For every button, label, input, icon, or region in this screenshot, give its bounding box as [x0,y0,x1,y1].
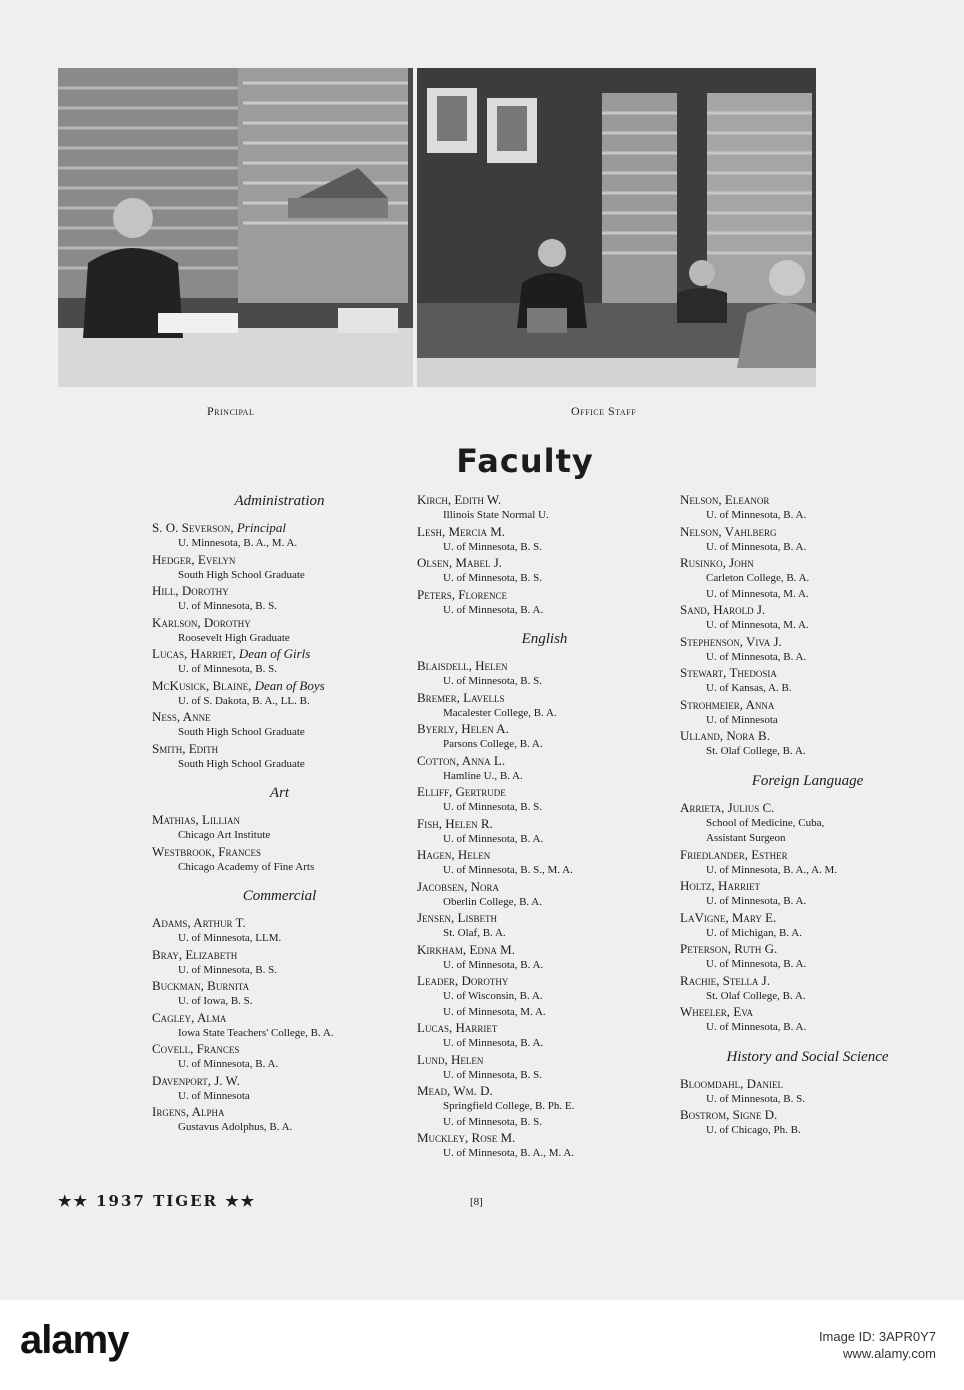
faculty-credential: Hamline U., B. A. [443,769,523,782]
faculty-column-1 [152,492,407,1136]
faculty-entry [417,1130,672,1162]
faculty-entry [680,555,935,602]
faculty-name [680,973,935,989]
continued-list [417,492,672,618]
faculty-credential: U. of Minnesota, B. A. [443,958,544,971]
faculty-name-text: Leader, Dorothy [417,973,509,988]
faculty-name-text: Fish, Helen R. [417,815,493,831]
faculty-name [680,1004,935,1020]
yearbook-footer: ★★ 1937 TIGER ★★ [58,1192,257,1210]
faculty-name-text: Olsen, Mabel J. [417,555,503,570]
faculty-credential: U. of Minnesota, B. A. [706,540,807,553]
faculty-entry [152,583,407,615]
faculty-name-text: Kirkham, Edna M. [417,941,515,957]
faculty-role: Dean of Boys [254,677,325,693]
faculty-name [417,753,672,769]
faculty-name [680,697,935,713]
faculty-name-text: Jacobsen, Nora [417,878,499,894]
faculty-credential: Illinois State Normal U. [443,509,549,521]
faculty-name-text: Nelson, Vahlberg [680,523,777,539]
faculty-name [417,847,672,863]
faculty-name-text: Ulland, Nora B. [680,728,770,743]
faculty-name-text: Bray, Elizabeth [152,946,238,962]
faculty-credential: U. of Chicago, Ph. B. [706,1124,801,1136]
office-staff-photo [417,68,816,387]
faculty-entry [152,1010,407,1042]
faculty-credential: U. of Minnesota, B. S. [443,572,542,584]
faculty-name [152,1041,407,1057]
faculty-name [417,879,672,895]
faculty-name-text: Sand, Harold J. [680,602,766,617]
faculty-entry [680,941,935,973]
faculty-name [417,587,672,603]
faculty-credential: U. of Minnesota, M. A. [706,619,809,631]
faculty-entry [680,492,935,524]
faculty-name-text: Karlson, Dorothy [152,614,251,630]
faculty-credential: U. of Kansas, A. B. [706,682,792,694]
faculty-name-text: Stephenson, Viva J. [680,633,782,649]
faculty-name-text: Mead, Wm. D. [417,1083,493,1098]
faculty-entry [680,697,935,729]
faculty-name [152,812,407,828]
faculty-entry [417,721,672,753]
faculty-credential: U. Minnesota, B. A., M. A. [178,537,298,549]
faculty-name-text: Covell, Frances [152,1041,240,1056]
faculty-name [152,947,407,963]
faculty-name [417,1020,672,1036]
faculty-name [417,524,672,540]
faculty-entry [680,1107,935,1139]
faculty-entry [152,844,407,876]
faculty-entry [152,947,407,979]
faculty-name-text: Bostrom, Signe D. [680,1107,778,1122]
faculty-entry [680,910,935,942]
faculty-credential: U. of Minnesota, B. A. [706,895,807,907]
faculty-credential: U. of S. Dakota, B. A., LL. B. [178,694,310,707]
faculty-credential: Chicago Academy of Fine Arts [178,860,315,873]
faculty-entry [417,658,672,690]
faculty-credential: Gustavus Adolphus, B. A. [178,1121,293,1133]
page-number: [8] [470,1196,483,1208]
faculty-name [152,646,407,662]
faculty-name [417,816,672,832]
faculty-name [417,910,672,926]
faculty-name-text: Mathias, Lillian [152,812,240,827]
faculty-credential: U. of Minnesota, B. S. [443,801,542,813]
faculty-credential: U. of Minnesota, B. A. [706,1021,807,1033]
faculty-entry [680,634,935,666]
faculty-name-text: Cotton, Anna L. [417,752,506,768]
faculty-name [680,555,935,571]
faculty-credential: U. of Minnesota [178,1089,250,1102]
faculty-name-text: Blaisdell, Helen [417,658,508,673]
faculty-entry [152,520,407,552]
faculty-name-text: Davenport, J. W. [152,1072,240,1088]
faculty-credential: U. of Iowa, B. S. [178,995,253,1007]
section-heading-foreign-language: Foreign Language [751,772,864,789]
faculty-credential: U. of Wisconsin, B. A. [443,990,543,1002]
faculty-credential: U. of Minnesota, B. A. [706,509,807,521]
faculty-name [417,658,672,674]
section-heading-history: History and Social Science [726,1048,889,1065]
faculty-name-text: Smith, Edith [152,740,219,756]
faculty-name [680,910,935,926]
faculty-column-3 [680,492,935,1139]
faculty-name [680,1076,935,1092]
history-list [680,1076,935,1139]
faculty-entry [417,1083,672,1130]
faculty-name [152,915,407,931]
faculty-name-text: Friedlander, Esther [680,846,788,862]
faculty-name-text: Cagley, Alma [152,1009,227,1025]
faculty-entry [152,978,407,1010]
faculty-name [680,941,935,957]
faculty-name-text: Lesh, Mercia M. [417,523,506,539]
faculty-name [680,878,935,894]
faculty-name-text: Westbrook, Frances [152,843,262,859]
faculty-name-text: Peters, Florence [417,586,507,602]
faculty-credential: U. of Minnesota, B. S. [178,663,277,675]
faculty-credential: U. of Minnesota, B. S., M. A. [443,864,573,876]
faculty-name [417,721,672,737]
faculty-entry [680,602,935,634]
faculty-credential: Roosevelt High Graduate [178,631,290,644]
faculty-entry [152,1104,407,1136]
faculty-credential: U. of Minnesota, M. A. [706,587,809,600]
faculty-name-text: Muckley, Rose M. [417,1130,516,1145]
faculty-name [152,678,407,694]
faculty-name-text: Lund, Helen [417,1051,484,1067]
faculty-entry [152,615,407,647]
faculty-name [152,583,407,599]
faculty-credential: U. of Minnesota, B. A. [178,1058,279,1070]
faculty-name [680,492,935,508]
faculty-name [417,690,672,706]
faculty-name-text: Jensen, Lisbeth [417,910,497,925]
faculty-entry [152,678,407,710]
faculty-name [152,1073,407,1089]
faculty-entry [152,741,407,773]
faculty-entry [152,1073,407,1105]
faculty-credential: Assistant Surgeon [706,832,786,844]
faculty-credential: U. of Minnesota, B. S. [443,1115,542,1128]
faculty-name-text: Lucas, Harriet [417,1020,498,1035]
faculty-name-text: Peterson, Ruth G. [680,941,778,956]
faculty-name [680,847,935,863]
faculty-name [152,552,407,568]
faculty-name-text: Rusinko, John [680,555,754,570]
faculty-name [152,741,407,757]
faculty-name-text: Lucas, Harriet, [152,646,236,661]
faculty-credential: U. of Minnesota, B. A. [443,603,544,616]
faculty-name-text: Arrieta, Julius C. [680,799,775,815]
faculty-credential: St. Olaf College, B. A. [706,745,806,757]
faculty-credential: South High School Graduate [178,726,305,738]
faculty-name [417,1130,672,1146]
faculty-credential: U. of Minnesota, B. S. [178,600,277,612]
faculty-entry [152,646,407,678]
faculty-entry [680,524,935,556]
faculty-entry [680,800,935,847]
faculty-credential: U. of Minnesota, B. A., M. A. [443,1147,575,1159]
faculty-name-text: Wheeler, Eva [680,1004,754,1019]
faculty-credential: U. of Michigan, B. A. [706,926,802,939]
english-list [417,658,672,1162]
faculty-name-text: Bloomdahl, Daniel [680,1075,784,1091]
faculty-credential: U. of Minnesota, B. S. [706,1092,805,1105]
faculty-name [417,942,672,958]
commercial-list [152,915,407,1136]
faculty-role: Principal [236,520,286,535]
faculty-name-text: Bremer, Lavells [417,689,505,705]
faculty-name [417,1083,672,1099]
faculty-name [680,665,935,681]
faculty-name [417,555,672,571]
faculty-role: Dean of Girls [238,646,311,661]
administration-list [152,520,407,772]
section-heading-art: Art [269,785,290,801]
faculty-credential: U. of Minnesota, B. A. [443,1037,544,1049]
faculty-entry [680,665,935,697]
principal-photo [58,68,413,387]
faculty-name-text: Hedger, Evelyn [152,551,236,567]
faculty-name [417,784,672,800]
section-heading-administration: Administration [234,493,325,509]
faculty-entry [152,552,407,584]
faculty-name-text: LaVigne, Mary E. [680,909,777,925]
faculty-credential: U. of Minnesota, B. A. [443,832,544,845]
faculty-credential: South High School Graduate [178,757,305,770]
principal-caption: Principal [207,404,255,418]
faculty-credential: Macalester College, B. A. [443,706,557,719]
faculty-name [417,973,672,989]
faculty-entry [680,1076,935,1108]
faculty-entry [680,973,935,1005]
faculty-name-text: Ness, Anne [152,709,211,724]
faculty-name [680,634,935,650]
faculty-name [680,602,935,618]
faculty-entry [152,1041,407,1073]
faculty-credential: Parsons College, B. A. [443,738,543,750]
faculty-entry [680,1004,935,1036]
faculty-name-text: McKusick, Blaine, [152,677,252,693]
faculty-credential: Carleton College, B. A. [706,572,810,584]
faculty-credential: U. of Minnesota, B. A. [706,958,807,970]
faculty-name [680,524,935,540]
faculty-entry [417,524,672,556]
faculty-entry [417,942,672,974]
faculty-name-text: Buckman, Burnita [152,978,250,993]
faculty-credential: U. of Minnesota, LLM. [178,932,282,944]
faculty-name [152,978,407,994]
faculty-entry [417,847,672,879]
faculty-credential: St. Olaf, B. A. [443,927,506,939]
faculty-entry [417,1052,672,1084]
faculty-name-text: Strohmeier, Anna [680,696,775,712]
faculty-name [680,800,935,816]
faculty-credential: U. of Minnesota, B. S. [178,963,277,976]
faculty-name-text: Adams, Arthur T. [152,915,246,930]
faculty-credential: U. of Minnesota [706,713,778,726]
faculty-entry [680,728,935,760]
faculty-entry [417,753,672,785]
faculty-credential: U. of Minnesota, B. S. [443,540,542,553]
stock-logo: alamy [20,1318,129,1362]
foreign-language-list [680,800,935,1036]
faculty-entry [680,847,935,879]
faculty-entry [417,879,672,911]
faculty-name-text: Elliff, Gertrude [417,784,506,799]
faculty-entry [417,492,672,524]
faculty-name-text: Byerly, Helen A. [417,721,509,736]
faculty-credential: Springfield College, B. Ph. E. [443,1100,575,1112]
faculty-entry [680,878,935,910]
faculty-name-text: Hill, Dorothy [152,583,229,598]
faculty-credential: South High School Graduate [178,568,305,581]
faculty-entry [152,812,407,844]
faculty-entry [417,690,672,722]
faculty-credential: School of Medicine, Cuba, [706,816,825,829]
section-heading-english: English [521,631,568,647]
faculty-name [152,1104,407,1120]
faculty-name [152,520,407,536]
faculty-credential: U. of Minnesota, B. A., A. M. [706,863,838,876]
faculty-name [417,1052,672,1068]
faculty-name-text: Irgens, Alpha [152,1104,225,1119]
faculty-credential: U. of Minnesota, B. S. [443,1068,542,1081]
art-list [152,812,407,875]
image-id-label: Image ID: 3APR0Y7 [818,1329,936,1344]
faculty-credential: U. of Minnesota, B. S. [443,675,542,687]
faculty-entry [417,1020,672,1052]
faculty-name-text: Stewart, Thedosia [680,665,777,680]
faculty-credential: Chicago Art Institute [178,829,271,841]
faculty-name [680,728,935,744]
faculty-entry [417,784,672,816]
faculty-name-text: Rachie, Stella J. [680,972,770,988]
faculty-name [152,615,407,631]
faculty-credential: U. of Minnesota, B. A. [706,650,807,663]
faculty-entry [417,910,672,942]
faculty-entry [417,555,672,587]
faculty-credential: Iowa State Teachers' College, B. A. [178,1026,334,1039]
faculty-name-text: Kirch, Edith W. [417,492,502,507]
page-title: Faculty [456,442,594,480]
faculty-name-text: Holtz, Harriet [680,878,760,893]
faculty-entry [152,915,407,947]
faculty-column-2 [417,492,672,1162]
faculty-credential: U. of Minnesota, M. A. [443,1005,546,1018]
faculty-name [152,844,407,860]
stock-info [819,1328,936,1362]
faculty-entry [417,816,672,848]
continued-list-col3 [680,492,935,760]
faculty-name [152,709,407,725]
faculty-name-text: Nelson, Eleanor [680,492,770,507]
faculty-name [152,1010,407,1026]
faculty-name [680,1107,935,1123]
faculty-name [417,492,672,508]
office-staff-caption: Office Staff [571,404,637,418]
faculty-entry [152,709,407,741]
faculty-entry [417,973,672,1020]
site-url: www.alamy.com [843,1346,936,1361]
faculty-name-text: S. O. Severson, [152,520,234,535]
faculty-entry [417,587,672,619]
faculty-credential: St. Olaf College, B. A. [706,989,806,1002]
faculty-credential: Oberlin College, B. A. [443,895,542,908]
section-heading-commercial: Commercial [242,888,317,904]
faculty-name-text: Hagen, Helen [417,847,491,862]
